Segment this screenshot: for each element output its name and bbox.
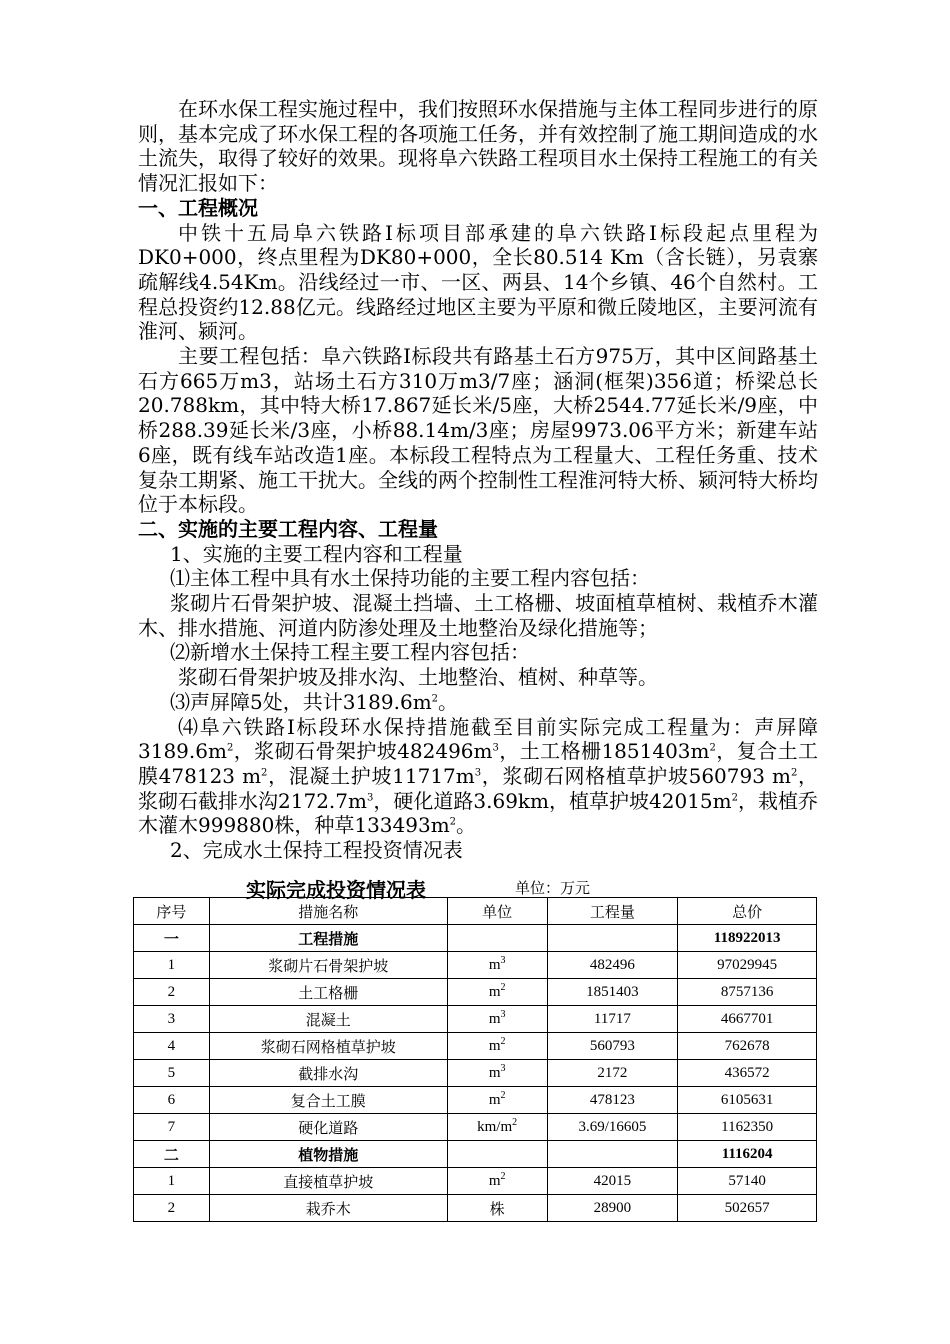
cell-qty: 11717 xyxy=(547,1006,678,1033)
item4-text: ，复合土工膜478123 m xyxy=(138,739,819,788)
cell-name: 硬化道路 xyxy=(209,1114,447,1141)
table-title: 实际完成投资情况表 xyxy=(246,878,426,902)
superscript: 2 xyxy=(431,693,439,705)
section1-heading: 一、工程概况 xyxy=(138,195,258,220)
header-name: 措施名称 xyxy=(209,898,447,925)
unit-base: m xyxy=(488,1037,501,1054)
table-row xyxy=(134,1168,817,1195)
item4-text: ，浆砌石网格植草护坡560793 m xyxy=(481,763,791,788)
cell-total: 8757136 xyxy=(678,979,817,1006)
cell-no: 7 xyxy=(134,1114,210,1141)
cell-unit xyxy=(447,1195,547,1222)
cell-qty: 1851403 xyxy=(547,979,678,1006)
cell-name: 混凝土 xyxy=(209,1006,447,1033)
cell-unit xyxy=(447,1168,547,1195)
superscript: 2 xyxy=(449,816,457,828)
item2-body: 浆砌石骨架护坡及排水沟、土地整治、植树、种草等。 xyxy=(178,665,658,690)
item4-text: ，浆砌石截排水沟2172.7m xyxy=(138,763,819,813)
cell-no: 一 xyxy=(134,925,210,952)
cell-total: 762678 xyxy=(678,1033,817,1060)
cell-total: 118922013 xyxy=(678,925,817,952)
subheading-2: 2、完成水土保持工程投资情况表 xyxy=(170,838,463,863)
cell-no: 二 xyxy=(134,1141,210,1168)
cell-total: 97029945 xyxy=(678,952,817,979)
main-works-paragraph: 主要工程包括：阜六铁路Ⅰ标段共有路基土石方975万，其中区间路基土石方665万m3，站场土石方310万m3/7座；涵洞(框架)356道；桥梁总长20.788km，其中特大桥17.867延长米/5座，大桥2544.77延长米/9座，中桥288.39延长米/3座，小桥88.14m/3座；房屋9973.06平方米；新建车站6座，既有线车站改造1座。本标段工程特点为工程量大、工程任务重、技术复杂工期紧、施工干扰大。全线的两个控制性工程淮河特大桥、颍河特大桥均位于本标段。 xyxy=(138,344,818,517)
superscript: 3 xyxy=(474,767,482,779)
cell-name: 土工格栅 xyxy=(209,979,447,1006)
cell-qty: 28900 xyxy=(547,1195,678,1222)
cell-unit xyxy=(447,925,547,952)
cell-qty: 42015 xyxy=(547,1168,678,1195)
unit-superscript: 3 xyxy=(500,1008,506,1020)
unit-base: m xyxy=(488,1064,501,1081)
cell-qty: 2172 xyxy=(547,1060,678,1087)
item4-text: ，土工格栅1851403m xyxy=(498,739,710,764)
cell-total: 436572 xyxy=(678,1060,817,1087)
superscript: 2 xyxy=(261,767,268,779)
table-row xyxy=(134,1087,817,1114)
unit-base: m xyxy=(488,1172,501,1189)
table-row xyxy=(134,1195,817,1222)
item3-end: 。 xyxy=(438,689,459,714)
unit-base: m xyxy=(488,1091,501,1108)
table-row xyxy=(134,1141,817,1168)
header-no: 序号 xyxy=(134,898,210,925)
table-row xyxy=(134,1033,817,1060)
item4-paragraph xyxy=(138,715,818,839)
item3-paragraph xyxy=(138,690,818,715)
unit-superscript: 3 xyxy=(500,954,506,966)
unit-base: m xyxy=(488,983,501,1000)
superscript: 2 xyxy=(790,767,798,779)
superscript: 3 xyxy=(492,742,499,754)
table-caption xyxy=(138,874,818,902)
cell-name: 浆砌片石骨架护坡 xyxy=(209,952,447,979)
item3-text: ⑶声屏障5处，共计3189.6m xyxy=(170,689,432,714)
cell-total: 1116204 xyxy=(678,1141,817,1168)
cell-no: 2 xyxy=(134,1195,210,1222)
cell-qty xyxy=(547,1141,678,1168)
cell-name: 植物措施 xyxy=(209,1141,447,1168)
cell-name: 直接植草护坡 xyxy=(209,1168,447,1195)
unit-superscript: 2 xyxy=(500,981,506,993)
cell-name: 工程措施 xyxy=(209,925,447,952)
unit-base: 株 xyxy=(489,1201,505,1218)
cell-name: 栽乔木 xyxy=(209,1195,447,1222)
cell-total: 502657 xyxy=(678,1195,817,1222)
table-header-row xyxy=(134,898,817,925)
header-total: 总价 xyxy=(678,898,817,925)
subheading-1: 1、实施的主要工程内容和工程量 xyxy=(170,541,463,566)
item4-text: ，硬化道路3.69km，植草护坡42015m xyxy=(373,788,732,813)
unit-base: km/m xyxy=(477,1118,513,1135)
header-unit: 单位 xyxy=(447,898,547,925)
cell-qty xyxy=(547,925,678,952)
cell-unit xyxy=(447,1114,547,1141)
cell-qty: 482496 xyxy=(547,952,678,979)
unit-base: m xyxy=(488,956,501,973)
cell-unit xyxy=(447,1141,547,1168)
superscript: 3 xyxy=(366,792,374,804)
item4-text: ，栽植乔木灌木999880株，种草133493m xyxy=(138,788,819,838)
item4-text: 。 xyxy=(456,813,477,838)
cell-unit xyxy=(447,1060,547,1087)
item4-text: ⑷阜六铁路Ⅰ标段环水保持措施截至目前实际完成工程量为：声屏障3189.6m xyxy=(138,714,818,764)
cell-unit xyxy=(447,1006,547,1033)
cell-unit xyxy=(447,1087,547,1114)
cell-no: 5 xyxy=(134,1060,210,1087)
item1-title: ⑴主体工程中具有水土保持功能的主要工程内容包括： xyxy=(170,566,650,591)
superscript: 2 xyxy=(709,742,716,754)
cell-total: 4667701 xyxy=(678,1006,817,1033)
cell-unit xyxy=(447,979,547,1006)
cell-unit xyxy=(447,952,547,979)
superscript: 2 xyxy=(226,742,234,754)
item4-text: ，混凝土护坡11717m xyxy=(267,763,475,788)
table-row xyxy=(134,1006,817,1033)
overview-paragraph: 中铁十五局阜六铁路Ⅰ标项目部承建的阜六铁路Ⅰ标段起点里程为DK0+000，终点里程为DK80+000，全长80.514 Km（含长链），另袁寨疏解线4.54Km。沿线经过一市、一区、两县、14个乡镇、46个自然村。工程总投资约12.88亿元。线路经过地区主要为平原和微丘陵地区，主要河流有淮河、颍河。 xyxy=(138,220,818,344)
cell-qty: 3.69/16605 xyxy=(547,1114,678,1141)
cell-no: 2 xyxy=(134,979,210,1006)
cell-no: 6 xyxy=(134,1087,210,1114)
unit-superscript: 2 xyxy=(512,1116,518,1128)
cell-no: 1 xyxy=(134,952,210,979)
table-body xyxy=(134,925,817,1222)
table-row xyxy=(134,952,817,979)
cell-no: 4 xyxy=(134,1033,210,1060)
cell-total: 6105631 xyxy=(678,1087,817,1114)
investment-table xyxy=(133,897,817,1222)
cell-total: 1162350 xyxy=(678,1114,817,1141)
unit-superscript: 2 xyxy=(500,1170,506,1182)
table-row xyxy=(134,925,817,952)
table-unit: 单位：万元 xyxy=(515,881,591,897)
unit-base: m xyxy=(488,1010,501,1027)
item2-title: ⑵新增水土保持工程主要工程内容包括： xyxy=(170,640,530,665)
unit-superscript: 3 xyxy=(500,1062,506,1074)
cell-qty: 560793 xyxy=(547,1033,678,1060)
cell-unit xyxy=(447,1033,547,1060)
cell-name: 浆砌石网格植草护坡 xyxy=(209,1033,447,1060)
table-row xyxy=(134,1114,817,1141)
body-text xyxy=(138,97,818,863)
cell-name: 复合土工膜 xyxy=(209,1087,447,1114)
header-qty: 工程量 xyxy=(547,898,678,925)
intro-paragraph: 在环水保工程实施过程中，我们按照环水保措施与主体工程同步进行的原则，基本完成了环水保工程的各项施工任务，并有效控制了施工期间造成的水土流失，取得了较好的效果。现将阜六铁路工程项目水土保持工程施工的有关情况汇报如下： xyxy=(138,97,818,196)
unit-superscript: 2 xyxy=(500,1035,506,1047)
unit-superscript: 2 xyxy=(500,1089,506,1101)
superscript: 2 xyxy=(731,792,738,804)
cell-no: 1 xyxy=(134,1168,210,1195)
cell-total: 57140 xyxy=(678,1168,817,1195)
cell-no: 3 xyxy=(134,1006,210,1033)
item4-text: ，浆砌石骨架护坡482496m xyxy=(233,739,493,764)
table-row xyxy=(134,1060,817,1087)
section2-heading: 二、实施的主要工程内容、工程量 xyxy=(138,516,438,541)
item1-body: 浆砌片石骨架护坡、混凝土挡墙、土工格栅、坡面植草植树、栽植乔木灌木、排水措施、河道内防渗处理及土地整治及绿化措施等； xyxy=(138,591,818,640)
cell-qty: 478123 xyxy=(547,1087,678,1114)
table-row xyxy=(134,979,817,1006)
cell-name: 截排水沟 xyxy=(209,1060,447,1087)
